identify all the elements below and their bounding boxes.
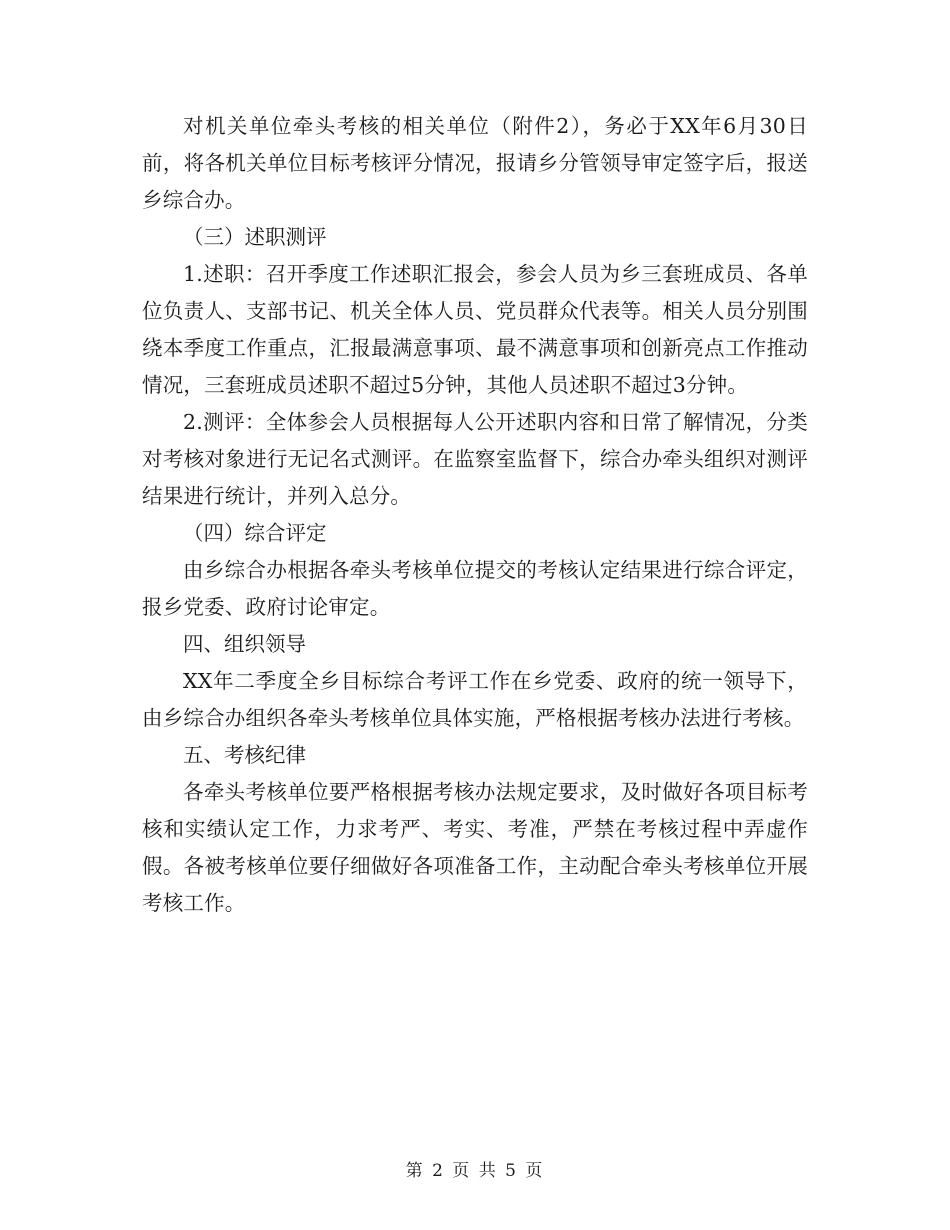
document-body [142,108,808,922]
paragraph-submission-deadline: 对机关单位牵头考核的相关单位（附件2），务必于XX年6月30日前，将各机关单位目标考核评分情况，报请乡分管领导审定签字后，报送乡综合办。 [142,114,808,212]
heading-comprehensive-assessment: （四）综合评定 [183,521,327,545]
paragraph-assessment-discipline: 各牵头考核单位要严格根据考核办法规定要求，及时做好各项目标考核和实绩认定工作，力求考严、考实、考准，严禁在考核过程中弄虚作假。各被考核单位要仔细做好各项准备工作，主动配合牵头考核单位开展考核工作。 [142,780,808,915]
heading-report-evaluation: （三）述职测评 [183,225,327,249]
paragraph-comprehensive-assessment: 由乡综合办根据各牵头考核单位提交的考核认定结果进行综合评定，报乡党委、政府讨论审定。 [142,558,808,619]
heading-organization-leadership: 四、组织领导 [183,632,306,656]
paragraph-organization-leadership: XX年二季度全乡目标综合考评工作在乡党委、政府的统一领导下，由乡综合办组织各牵头考核单位具体实施，严格根据考核办法进行考核。 [142,669,808,730]
paragraph-report: 1.述职：召开季度工作述职汇报会，参会人员为乡三套班成员、各单位负责人、支部书记、机关全体人员、党员群众代表等。相关人员分别围绕本季度工作重点，汇报最满意事项、最不满意事项和创新亮点工作推动情况，三套班成员述职不超过5分钟，其他人员述职不超过3分钟。 [142,262,808,397]
heading-assessment-discipline: 五、考核纪律 [183,743,306,767]
page-number-footer: 第 2 页 共 5 页 [405,1161,545,1181]
paragraph-evaluation: 2.测评：全体参会人员根据每人公开述职内容和日常了解情况，分类对考核对象进行无记名式测评。在监察室监督下，综合办牵头组织对测评结果进行统计，并列入总分。 [142,410,808,508]
